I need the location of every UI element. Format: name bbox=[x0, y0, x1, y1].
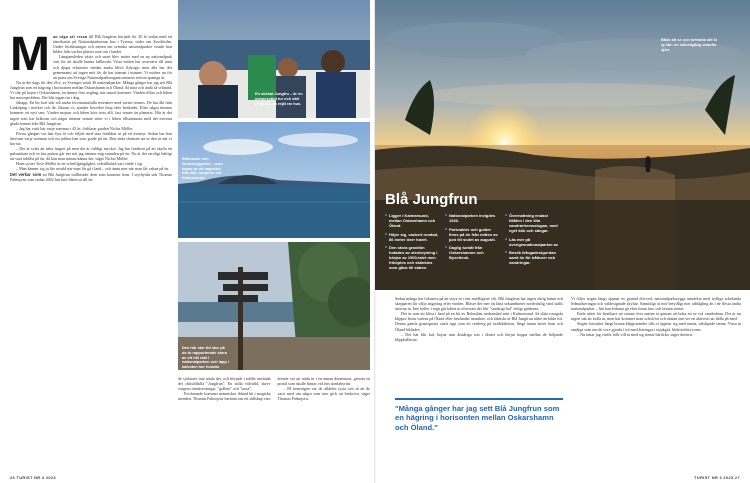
bullet-icon bbox=[445, 214, 447, 216]
lead-caps: an såga att resan bbox=[52, 34, 88, 39]
fact-column-2 bbox=[445, 213, 499, 274]
fact-column-3 bbox=[505, 213, 559, 274]
caption-boat: En stickat Jungfru – är en minnesvärd tur och sätt ut på ön, en rejäl rar hus. bbox=[255, 91, 303, 106]
fact-item: Övernattning endast tillåten i den lilla vandrarhemsstugan, med eget kök och sängar. bbox=[505, 213, 559, 233]
bullet-icon bbox=[445, 246, 447, 248]
pull-quote bbox=[395, 398, 563, 432]
body-paragraph: Stigen fortsätter längs branta klippstränder tills vi öppnar sig med runda, välslipade stenar. Vissa är randiga som om de vore gjorda i trä med årsringar i mjukgrå, blekvioletta toner. bbox=[571, 321, 741, 332]
body-paragraph: Enda sättet för besökare att stanna över natten är genom att boka ett av två vandrahem. Det är nu ingen sak att kolla in, men här kommer man också hit och nästan inte ser en aktivitet att hålla på med. bbox=[571, 311, 741, 322]
fact-item: Nationalparken invigdes 1926. bbox=[445, 213, 499, 223]
fact-box-title: Blå Jungfrun bbox=[385, 191, 478, 208]
body-paragraph: till Blå Jungfrun började för 20 år sedan med ett tänvikariat på Nationalparkernas hus i Tyresta, söder om Stockholm. Under föreläsningar och möten om svenska nationalparker visade hon bilder från vackra platser runt om i landet. bbox=[52, 34, 172, 55]
body-paragraph: – Jag har varit här varje sommar i 45 år, förklarar guiden Niclas Möller. bbox=[16, 125, 134, 131]
fact-item: Ligger i Kalmarsund, mellan Oskarshamn och Öland. bbox=[385, 213, 439, 228]
body-paragraph: – Det är svårt att sätta fingret på men det är väldigt mycket. Jag har funderat på att skaffa en pulsmätare och se hur pulsen går ner när jag närmar mig stranden på ön. Nu är det otroligt häftigt att vara inblåst på ön, då kan man nästan känna det, säger Niclas Möller. bbox=[10, 146, 172, 162]
caption-signpost: Den här stor tid stor på de är rapporterade stora av ett hål rakt i nationalparken och lapp i kalvsten hur hundar. bbox=[182, 345, 229, 370]
fact-item: Höjer sig, vackert rundad, 86 meter över havet. bbox=[385, 232, 439, 242]
fact-column-1 bbox=[385, 213, 439, 274]
body-paragraph: Vi följer stigen längs öppnar av granad drivved, nationalparkstyggs utmärkta med tydliga ackelanda ledmarkeringar och väldesignade skyltar. Samtidigt är inte betydligt mer utblågling än i de flesta andra nationalparker – här kan ledarna gå efter brant faro och branta stenar. bbox=[571, 296, 741, 312]
body-paragraph: Fortfarande kommer människor ibland hit i magiska ärenden. Thomas Palmqvist berättar om ett sällskap vars ärende var att träda in i en annan dimension, genom en portal som skulle finnas vid öns stenlabyrint. bbox=[178, 376, 370, 402]
bullet-icon bbox=[385, 246, 387, 248]
fact-item: Parkvakter och guider finns på ön från mitten av juni till slutet av augusti. bbox=[445, 227, 499, 242]
body-paragraph: Hans syster Tove Möller är en svårtillgänglighet, svårtilltalad vart värde i sig. bbox=[16, 161, 143, 167]
body-paragraph: – Man känner sig ju lite utvald när man får gå i land... och ännu mer när man får vakna på ön. bbox=[16, 166, 170, 172]
fact-item: Daglig turbåt från Oskarshamns och Byxelkrok. bbox=[445, 245, 499, 260]
fact-item: Den stora granitön hotades av stenbrytning i början av 1900-talet men friköptes och skänktes som gåva till staten. bbox=[385, 245, 439, 270]
body-paragraph: Det är som att kliva i land på en bit av Bohuslän, nedramlad mitt i Kalmarsund. Så släta rosagråa klippor finns varken på Öland eller fastlandet inomhav, och faktiskt är Blå Jungfrun äldre än båda två. Denna gamla granitgrotta stack upp som ett restberg på istidsklättern, långt innan havet kom och Öland bildades. bbox=[395, 311, 563, 332]
body-paragraph: Nu är det dags för den 26:e, av Sveriges totalt 30 nationalparker. Många gånger har jag sett Blå Jungfrun som en hägring i horisonten mellan Oskarshamn och Öland. Så nära och ändå så svårnåd. Vi står på kajen i Oskarshamn, en timme före avgång, när unsett kommer: Vinden tilltar och båten har motorproblem. Det blir ingen tur i dag. bbox=[10, 79, 172, 101]
body-paragraph: de sjöfarare inte attala det, och började i stället använda det okkuldfulla "Jungfrun". En stilla välvärld, skrev vargens ömskrivningar, "gråben" och "tasse". bbox=[178, 376, 271, 392]
fact-item: Besök bifogadestgordan samt ön för båtturer och vandringar. bbox=[505, 250, 559, 265]
page-footer-right: TURIST NR 3 2023 27 bbox=[694, 475, 740, 480]
body-paragraph: Sedan många har fokusera på att styra in i öns nordligaste vik. Blå Jungfrun har ingen riktig hamn och skepparen får välja angöring efter vinden. Bläser det mer än lätta sekundmeter nordvästlig vind ställs turerna in. Inte heller i regn går båten ut eftersom det blir "snuskigt hal" enligt guiderna. bbox=[395, 296, 563, 312]
pull-quote-rule bbox=[395, 398, 563, 400]
bullet-icon bbox=[445, 228, 447, 230]
pull-quote-text: "Många gånger har jag sett Blå Jungfrun som en hägring i horisonten mellan Oskarshamn och Öland." bbox=[395, 404, 560, 432]
right-article-column-2 bbox=[571, 296, 741, 472]
subhead: Det verkar som bbox=[10, 171, 42, 177]
bullet-icon bbox=[505, 238, 507, 240]
body-paragraph: – Nu fattar jag varför folk vill ta med sig stenar härifrån, säger dottern. bbox=[577, 331, 693, 337]
bullet-icon bbox=[505, 214, 507, 216]
fact-box bbox=[385, 192, 685, 274]
fact-item: Läs mer på sverigesnationalparker.se bbox=[505, 237, 559, 247]
body-paragraph: Första gången var han fyra år och följde med sina föräldrar ut på ett äventyr. Sedan har han återvänt varje sommar och nu jobbar han som guide på ön. Den enda chansen att se den är när vi har tur. bbox=[10, 130, 172, 146]
left-article-column-1 bbox=[10, 34, 172, 469]
caption-island: Blåmande och fantasieggande – som tagen av ett sagoklot från Blå Jungfrun vid Kalmarsund. bbox=[182, 156, 223, 181]
caption-sunset: Både att se och betrakta allt is ig här: en solnedgång ovanför sjön. bbox=[661, 37, 718, 52]
body-paragraph: Jahapp. En bit bort står två andra förväntansfulla resenärer med varsin termos. De har åkt från Linköping i mörker och de, liksom vi, sjunker besviket ihop efter beskedet. Efter några timmar kommer ett nytt sms. Vinden mojnar och båten körs trots allt, fast senare än planerat. Här är det ingen som har bråttom och några timmar senare sitter vi i båten tillsammans med det extremt glada teamet från Blå Jungfrun. bbox=[10, 100, 172, 126]
bullet-icon bbox=[385, 233, 387, 235]
right-page bbox=[375, 0, 750, 483]
body-paragraph: – På hemvägen var de alldeles tysta och så att de varit med om något som inte gick att beskriva, säger Thomas Palmqvist. bbox=[277, 386, 370, 402]
body-paragraph: att Blå Jungfrun trollbinder dem som kommer hem. I styrbyrån står Thomas Palmqvist som sedan 2002 har kört båten ut till ön. bbox=[10, 171, 172, 182]
left-article-column-2 bbox=[178, 376, 370, 472]
page-footer-left: 26 TURIST NR 3 2023 bbox=[10, 475, 56, 480]
drop-cap: M bbox=[10, 34, 50, 81]
bullet-icon bbox=[505, 251, 507, 253]
body-paragraph: – Det här blir kul, hojtar min åttaåriga son i fåsnet och börjar hoppa mellan de böljande klipphällarna. bbox=[395, 331, 563, 342]
bullet-icon bbox=[385, 214, 387, 216]
body-paragraph: Längtansleden växte och snart blev mötet med en ny nationalpark värt för att skulle kunna fullborda. Vissa möten har avsevärts till nära och djupa relationer medan andra blivit flyktiga; men alla har det gemensamt att ingen möt för de har stannat i minnet. Vi möttes nu för att prata om Sverige Nationalparksorganisationers tretton spaniga år. bbox=[52, 54, 172, 80]
right-article-column-1 bbox=[395, 296, 563, 394]
